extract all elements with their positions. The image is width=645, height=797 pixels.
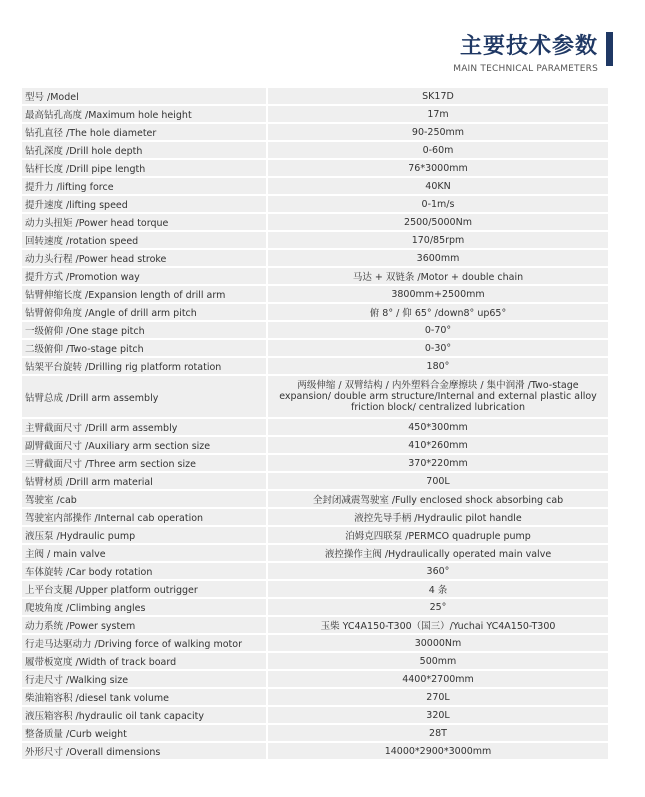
spec-label: 柴油箱容积 /diesel tank volume (22, 689, 266, 705)
spec-value: SK17D (268, 88, 608, 104)
spec-label: 履带板宽度 /Width of track board (22, 653, 266, 669)
spec-label: 动力头扭矩 /Power head torque (22, 214, 266, 230)
spec-label: 二级俯仰 /Two-stage pitch (22, 340, 266, 356)
spec-value: 30000Nm (268, 635, 608, 651)
spec-value: 0-1m/s (268, 196, 608, 212)
spec-label: 钻孔深度 /Drill hole depth (22, 142, 266, 158)
spec-value: 0-30° (268, 340, 608, 356)
spec-row (22, 635, 608, 651)
spec-row (22, 455, 608, 471)
spec-value: 28T (268, 725, 608, 741)
section-header (453, 32, 613, 74)
spec-value: 0-60m (268, 142, 608, 158)
spec-row (22, 160, 608, 176)
spec-value: 两级伸缩 / 双臂结构 / 内外塑料合金摩擦块 / 集中润滑 /Two-stage expansion/ double arm structure/Internal and external plastic alloy friction block/ centralized lubrication (268, 376, 608, 417)
title-row (453, 32, 613, 66)
spec-row (22, 340, 608, 356)
spec-value: 液控操作主阀 /Hydraulically operated main valve (268, 545, 608, 561)
spec-label: 液压泵 /Hydraulic pump (22, 527, 266, 543)
spec-label: 副臂截面尺寸 /Auxiliary arm section size (22, 437, 266, 453)
spec-value: 泊姆克四联泵 /PERMCO quadruple pump (268, 527, 608, 543)
spec-value: 180° (268, 358, 608, 374)
spec-value: 4 条 (268, 581, 608, 597)
spec-label: 动力头行程 /Power head stroke (22, 250, 266, 266)
spec-label: 提升速度 /lifting speed (22, 196, 266, 212)
spec-row (22, 419, 608, 435)
spec-label: 回转速度 /rotation speed (22, 232, 266, 248)
spec-row (22, 214, 608, 230)
spec-row (22, 124, 608, 140)
spec-label: 车体旋转 /Car body rotation (22, 563, 266, 579)
spec-value: 170/85rpm (268, 232, 608, 248)
spec-label: 型号 /Model (22, 88, 266, 104)
spec-row (22, 322, 608, 338)
spec-row (22, 304, 608, 320)
spec-value: 3600mm (268, 250, 608, 266)
spec-row (22, 707, 608, 723)
spec-row (22, 563, 608, 579)
spec-label: 爬坡角度 /Climbing angles (22, 599, 266, 615)
spec-value: 410*260mm (268, 437, 608, 453)
spec-value: 玉柴 YC4A150-T300（国三）/Yuchai YC4A150-T300 (268, 617, 608, 633)
title-accent-bar (606, 32, 613, 66)
spec-label: 一级俯仰 /One stage pitch (22, 322, 266, 338)
spec-value: 14000*2900*3000mm (268, 743, 608, 759)
spec-row (22, 689, 608, 705)
spec-value: 270L (268, 689, 608, 705)
spec-row (22, 376, 608, 417)
spec-row (22, 653, 608, 669)
spec-row (22, 545, 608, 561)
page-subtitle: MAIN TECHNICAL PARAMETERS (453, 64, 598, 74)
spec-row (22, 250, 608, 266)
spec-value: 俯 8° / 仰 65° /down8° up65° (268, 304, 608, 320)
spec-row (22, 743, 608, 759)
spec-label: 整备质量 /Curb weight (22, 725, 266, 741)
spec-value: 3800mm+2500mm (268, 286, 608, 302)
spec-row (22, 178, 608, 194)
spec-label: 钻杆长度 /Drill pipe length (22, 160, 266, 176)
spec-value: 90-250mm (268, 124, 608, 140)
spec-label: 行走尺寸 /Walking size (22, 671, 266, 687)
spec-label: 钻臂伸缩长度 /Expansion length of drill arm (22, 286, 266, 302)
spec-row (22, 232, 608, 248)
spec-value: 40KN (268, 178, 608, 194)
spec-value: 700L (268, 473, 608, 489)
spec-row (22, 473, 608, 489)
spec-row (22, 286, 608, 302)
spec-value: 25° (268, 599, 608, 615)
spec-label: 钻架平台旋转 /Drilling rig platform rotation (22, 358, 266, 374)
spec-row (22, 509, 608, 525)
spec-label: 三臂截面尺寸 /Three arm section size (22, 455, 266, 471)
spec-row (22, 671, 608, 687)
spec-label: 外形尺寸 /Overall dimensions (22, 743, 266, 759)
page-title: 主要技术参数 (459, 34, 598, 59)
spec-label: 主阀 / main valve (22, 545, 266, 561)
spec-row (22, 88, 608, 104)
spec-row (22, 617, 608, 633)
spec-label: 最高钻孔高度 /Maximum hole height (22, 106, 266, 122)
spec-label: 液压箱容积 /hydraulic oil tank capacity (22, 707, 266, 723)
spec-label: 钻臂俯仰角度 /Angle of drill arm pitch (22, 304, 266, 320)
spec-value: 320L (268, 707, 608, 723)
spec-label: 上平台支腿 /Upper platform outrigger (22, 581, 266, 597)
spec-value: 2500/5000Nm (268, 214, 608, 230)
spec-value: 370*220mm (268, 455, 608, 471)
spec-row (22, 527, 608, 543)
spec-value: 4400*2700mm (268, 671, 608, 687)
spec-row (22, 437, 608, 453)
spec-label: 钻孔直径 /The hole diameter (22, 124, 266, 140)
spec-row (22, 491, 608, 507)
spec-table (22, 88, 608, 761)
spec-value: 马达 + 双链条 /Motor + double chain (268, 268, 608, 284)
spec-value: 全封闭减震驾驶室 /Fully enclosed shock absorbing cab (268, 491, 608, 507)
spec-label: 钻臂总成 /Drill arm assembly (22, 376, 266, 417)
spec-label: 行走马达驱动力 /Driving force of walking motor (22, 635, 266, 651)
spec-value: 0-70° (268, 322, 608, 338)
spec-row (22, 599, 608, 615)
spec-value: 500mm (268, 653, 608, 669)
spec-value: 17m (268, 106, 608, 122)
spec-row (22, 142, 608, 158)
spec-row (22, 581, 608, 597)
spec-label: 驾驶室 /cab (22, 491, 266, 507)
spec-row (22, 268, 608, 284)
spec-label: 提升力 /lifting force (22, 178, 266, 194)
spec-row (22, 106, 608, 122)
spec-row (22, 725, 608, 741)
spec-label: 主臂截面尺寸 /Drill arm assembly (22, 419, 266, 435)
spec-label: 钻臂材质 /Drill arm material (22, 473, 266, 489)
spec-value: 450*300mm (268, 419, 608, 435)
spec-label: 驾驶室内部操作 /Internal cab operation (22, 509, 266, 525)
spec-row (22, 196, 608, 212)
spec-row (22, 358, 608, 374)
spec-value: 76*3000mm (268, 160, 608, 176)
spec-label: 提升方式 /Promotion way (22, 268, 266, 284)
spec-value: 液控先导手柄 /Hydraulic pilot handle (268, 509, 608, 525)
spec-label: 动力系统 /Power system (22, 617, 266, 633)
spec-value: 360° (268, 563, 608, 579)
